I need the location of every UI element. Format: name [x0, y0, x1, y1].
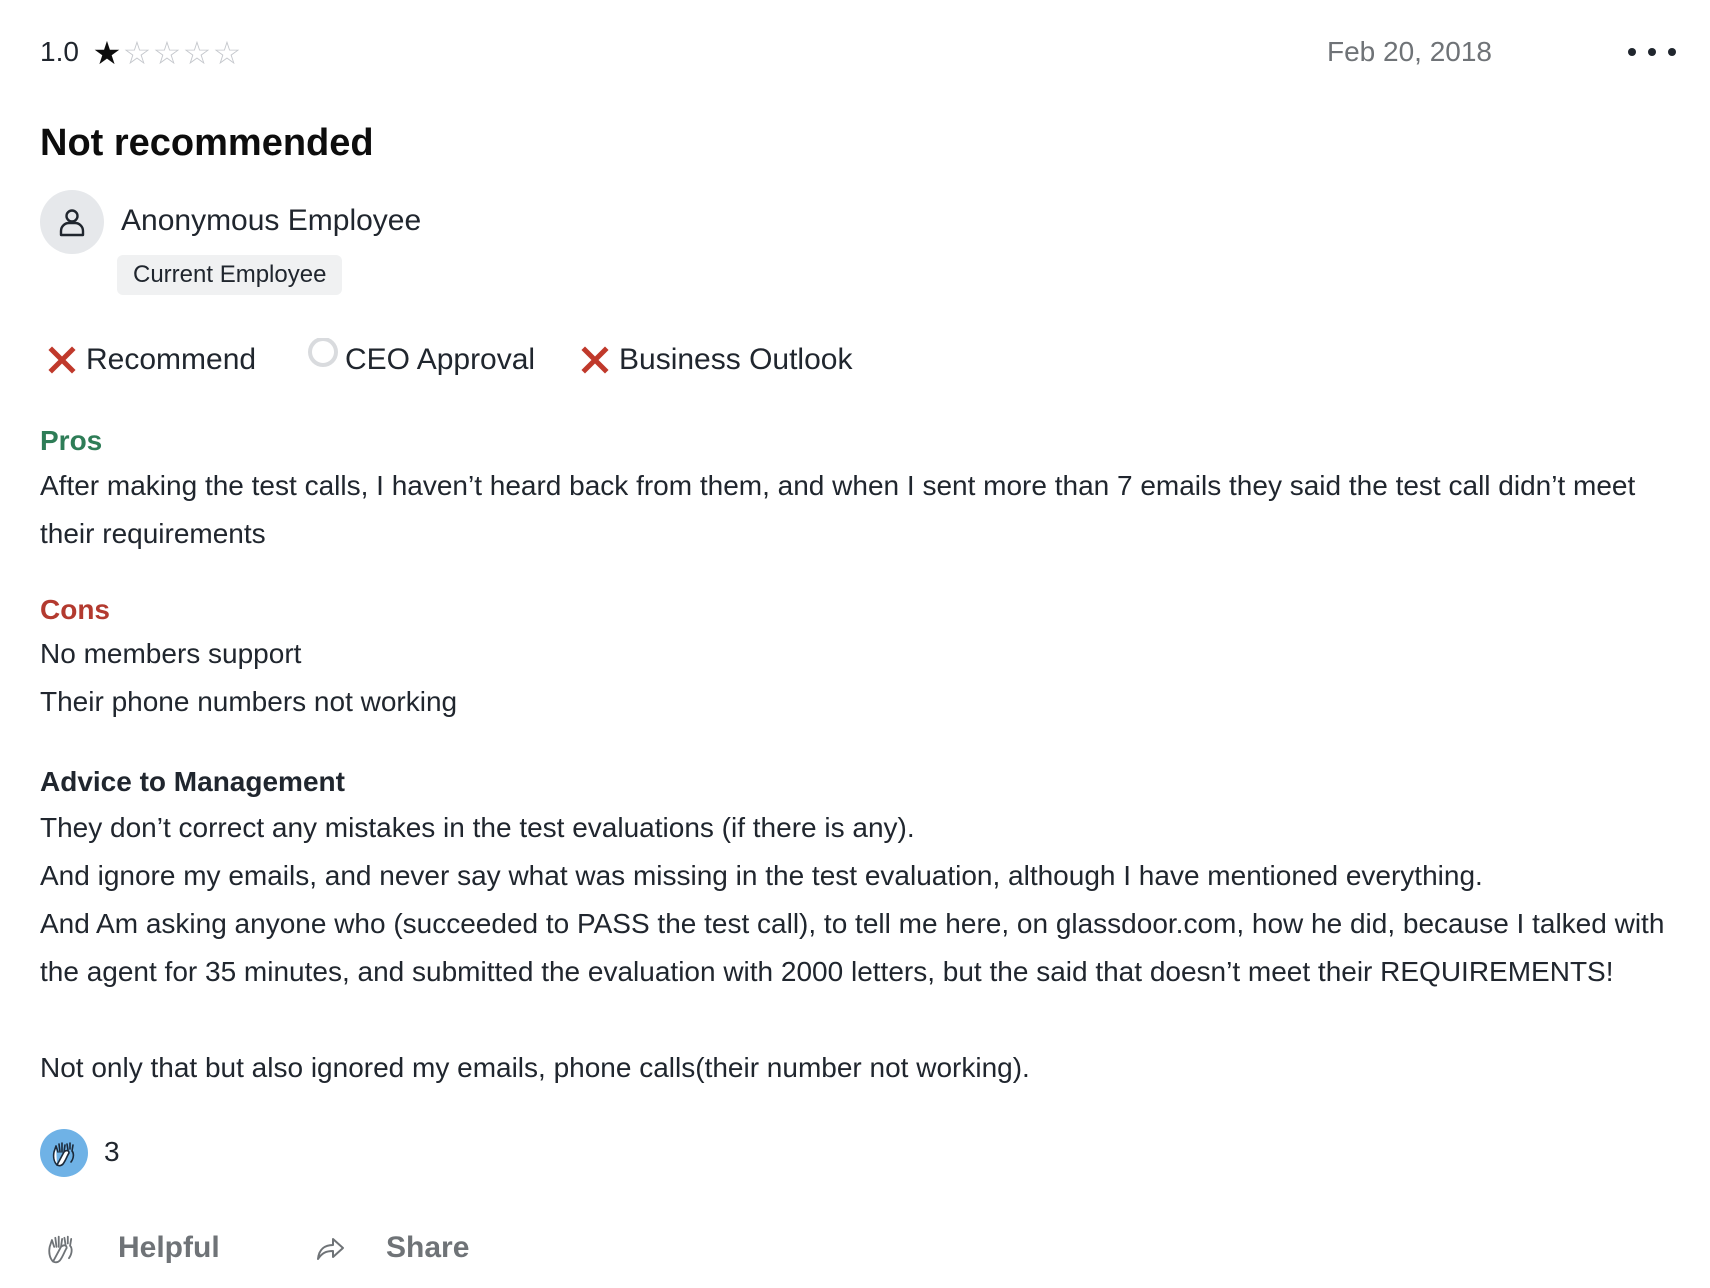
- share-arrow-icon: [314, 1233, 346, 1263]
- rating-business-outlook-label: Business Outlook: [619, 343, 853, 376]
- share-button[interactable]: [314, 1226, 469, 1270]
- helpful-count-badge: [40, 1129, 88, 1177]
- helpful-count: 3: [104, 1136, 120, 1167]
- clapping-hands-icon: [44, 1231, 78, 1265]
- rating-business-outlook: [581, 338, 852, 382]
- advice-text-line: And ignore my emails, and never say what was missing in the test evaluation, although I have mentioned everything.: [40, 860, 1483, 891]
- rating-ceo-approval-label: CEO Approval: [345, 343, 536, 376]
- star-rating: [92, 34, 242, 72]
- advice-heading: Advice to Management: [40, 766, 345, 797]
- person-icon: [58, 207, 86, 237]
- advice-text-line: Not only that but also ignored my emails, phone calls(their number not working).: [40, 1052, 1030, 1083]
- advice-text-line: They don’t correct any mistakes in the test evaluations (if there is any).: [40, 812, 915, 843]
- helpful-button-label: Helpful: [118, 1231, 220, 1264]
- star-empty-icon: ☆: [152, 35, 182, 71]
- cons-text-line: Their phone numbers not working: [40, 686, 458, 717]
- helpful-button[interactable]: [44, 1226, 220, 1270]
- circle-outline-icon: [305, 338, 341, 382]
- x-icon: [48, 346, 76, 374]
- advice-text-line: And Am asking anyone who (succeeded to PASS the test call), to tell me here, on glassdoor.com, how he did, because I talked with the agent for 35 minutes, and submitted the evaluation with 2000 letters, but the said that doesn’t meet their REQUIREMENTS!: [40, 908, 1665, 987]
- review-title: Not recommended: [40, 122, 374, 164]
- rating-recommend: [48, 338, 256, 382]
- employee-status-badge: Current Employee: [117, 255, 342, 295]
- rating-ceo-approval: [305, 338, 535, 382]
- share-button-label: Share: [386, 1231, 470, 1264]
- rating-recommend-label: Recommend: [86, 343, 257, 376]
- pros-heading: Pros: [40, 425, 103, 456]
- more-options-icon[interactable]: [1628, 36, 1676, 68]
- avatar: [40, 190, 104, 254]
- star-empty-icon: ☆: [182, 35, 212, 71]
- cons-heading: Cons: [40, 594, 110, 625]
- cons-text-line: No members support: [40, 638, 302, 669]
- clapping-hands-icon: [49, 1138, 79, 1168]
- star-empty-icon: ☆: [212, 35, 242, 71]
- review-date: Feb 20, 2018: [1326, 36, 1492, 67]
- star-filled-icon: ★: [92, 35, 122, 71]
- x-icon: [581, 346, 609, 374]
- author-name: Anonymous Employee: [121, 204, 422, 237]
- star-empty-icon: ☆: [122, 35, 152, 71]
- rating-value: 1.0: [40, 36, 79, 67]
- pros-text: After making the test calls, I haven’t heard back from them, and when I sent more than 7 emails they said the test call didn’t meet their requirements: [40, 470, 1636, 549]
